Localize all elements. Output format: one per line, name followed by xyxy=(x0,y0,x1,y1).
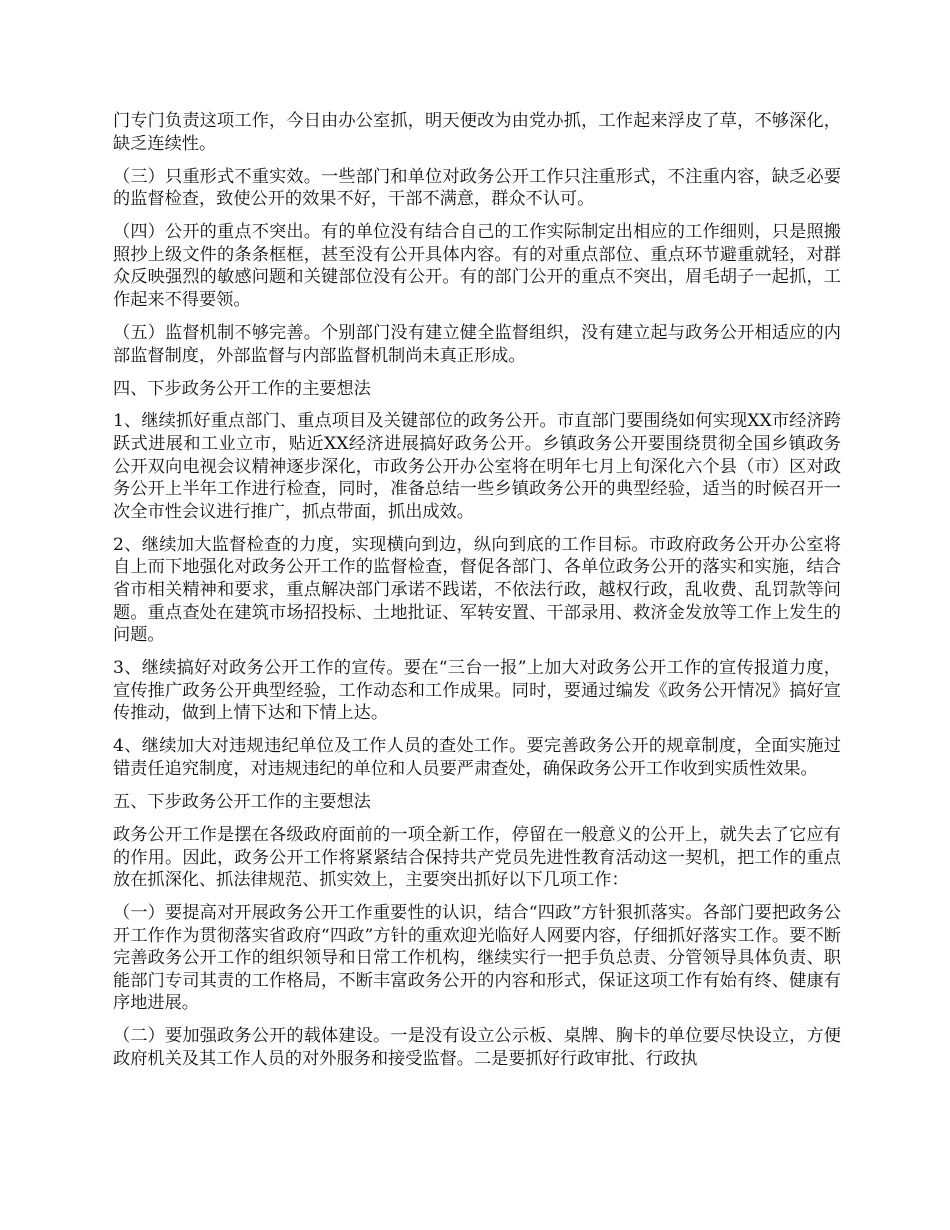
paragraph-issue-4: （四）公开的重点不突出。有的单位没有结合自己的工作实际制定出相应的工作细则，只是照搬照抄上级文件的条条框框，甚至没有公开具体内容。有的对重点部位、重点环节避重就轻，对群众反映强烈的敏感问题和关键部位没有公开。有的部门公开的重点不突出，眉毛胡子一起抓，工作起来不得要领。 xyxy=(113,222,841,310)
paragraph-continued-intro: 门专门负责这项工作，今日由办公室抓，明天便改为由党办抓，工作起来浮皮了草，不够深化，缺乏连续性。 xyxy=(113,111,841,154)
paragraph-plan-2: 2、继续加大监督检查的力度，实现横向到边，纵向到底的工作目标。市政府政务公开办公室将自上而下地强化对政务公开工作的监督检查，督促各部门、各单位政务公开的落实和实施，结合省市相关精神和要求，重点解决部门承诺不践诺，不依法行政，越权行政，乱收费、乱罚款等问题。重点查处在建筑市场招投标、土地批证、军转安置、干部录用、救济金发放等工作上发生的问题。 xyxy=(113,534,841,646)
paragraph-task-2: （二）要加强政务公开的载体建设。一是没有设立公示板、桌牌、胸卡的单位要尽快设立，方便政府机关及其工作人员的对外服务和接受监督。二是要抓好行政审批、行政执 xyxy=(113,1026,841,1070)
section-heading-5: 五、下步政务公开工作的主要想法 xyxy=(113,791,371,812)
section-heading-4: 四、下步政务公开工作的主要想法 xyxy=(113,378,371,399)
paragraph-plan-4: 4、继续加大对违规违纪单位及工作人员的查处工作。要完善政务公开的规章制度，全面实施过错责任追究制度，对违规违纪的单位和人员要严肃查处，确保政务公开工作收到实质性效果。 xyxy=(113,736,841,779)
paragraph-task-1: （一）要提高对开展政务公开工作重要性的认识，结合“四政”方针狠抓落实。各部门要把政务公开工作作为贯彻落实省政府“四政”方针的重欢迎光临好人网要内容，仔细抓好落实工作。要不断完善政务公开工作的组织领导和日常工作机构，继续实行一把手负总责、分管领导具体负责、职能部门专司其责的工作格局，不断丰富政务公开的内容和形式，保证这项工作有始有终、健康有序地进展。 xyxy=(113,903,841,1014)
paragraph-plan-3: 3、继续搞好对政务公开工作的宣传。要在“三台一报”上加大对政务公开工作的宣传报道力度，宣传推广政务公开典型经验，工作动态和工作成果。同时，要通过编发《政务公开情况》搞好宣传推动，做到上情下达和下情上达。 xyxy=(113,658,841,724)
paragraph-issue-3: （三）只重形式不重实效。一些部门和单位对政务公开工作只注重形式，不注重内容，缺乏必要的监督检查，致使公开的效果不好，干部不满意，群众不认可。 xyxy=(113,166,841,210)
paragraph-section-5-intro: 政务公开工作是摆在各级政府面前的一项全新工作，停留在一般意义的公开上，就失去了它应有的作用。因此，政务公开工作将紧紧结合保持共产党员先进性教育活动这一契机，把工作的重点放在抓深化、抓法律规范、抓实效上，主要突出抓好以下几项工作： xyxy=(113,824,841,891)
paragraph-plan-1: 1、继续抓好重点部门、重点项目及关键部位的政务公开。市直部门要围绕如何实现XX市经济跨跃式进展和工业立市，贴近XX经济进展搞好政务公开。乡镇政务公开要围绕贯彻全国乡镇政务公开双向电视会议精神逐步深化，市政务公开办公室将在明年七月上旬深化六个县（市）区对政务公开上半年工作进行检查，同时，准备总结一些乡镇政务公开的典型经验，适当的时候召开一次全市性会议进行推广，抓点带面，抓出成效。 xyxy=(113,411,841,522)
document-page xyxy=(113,110,841,1081)
paragraph-issue-5: （五）监督机制不够完善。个别部门没有建立健全监督组织，没有建立起与政务公开相适应的内部监督制度，外部监督与内部监督机制尚未真正形成。 xyxy=(113,322,841,366)
